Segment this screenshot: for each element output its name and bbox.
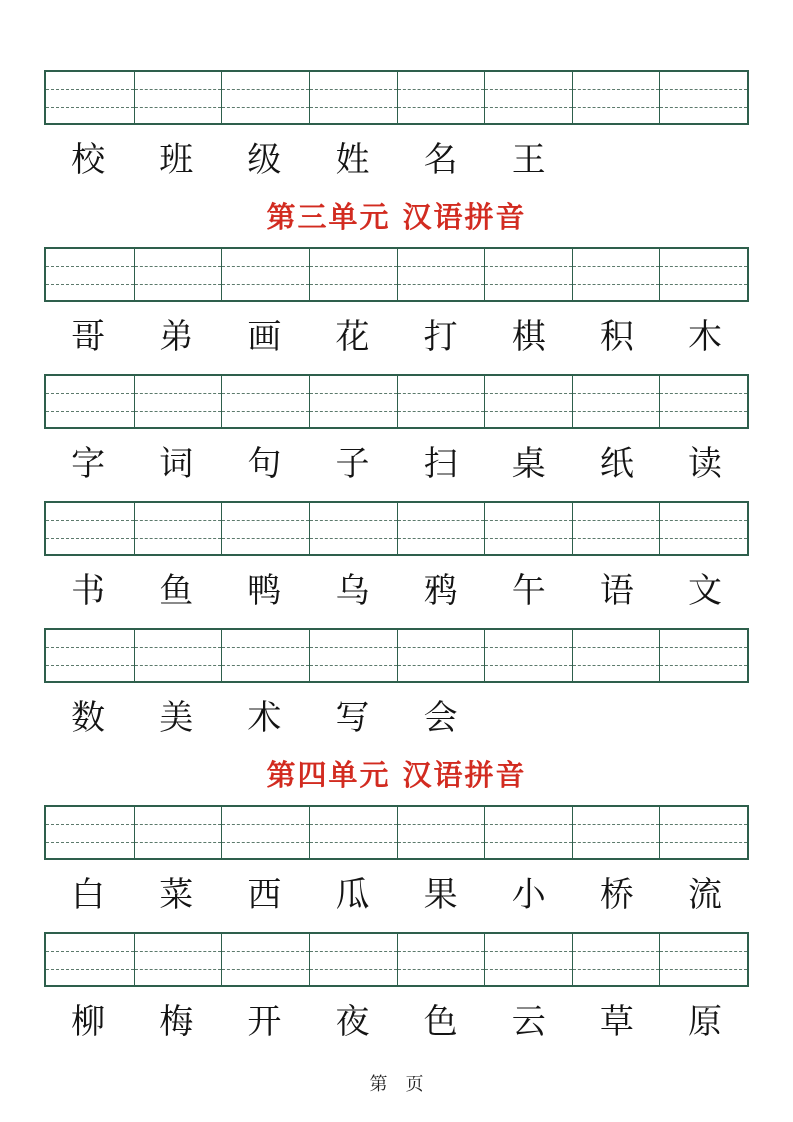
character: 原	[687, 1002, 722, 1042]
pinyin-guide-line	[660, 107, 747, 108]
pinyin-cell	[659, 503, 747, 554]
practice-row	[44, 501, 749, 610]
pinyin-cell	[309, 630, 397, 681]
pinyin-cell	[46, 503, 134, 554]
character: 校	[71, 140, 106, 180]
pinyin-cell	[572, 630, 660, 681]
pinyin-guide-line	[485, 411, 572, 412]
character: 读	[687, 444, 722, 484]
pinyin-guide-line	[135, 538, 222, 539]
pinyin-guide-line	[398, 266, 485, 267]
pinyin-cell	[484, 72, 572, 123]
pinyin-cell	[134, 376, 222, 427]
character: 鸦	[423, 571, 458, 611]
pinyin-guide-line	[310, 411, 397, 412]
pinyin-guide-line	[310, 842, 397, 843]
character: 鸭	[247, 571, 282, 611]
character: 桌	[511, 444, 546, 484]
pinyin-guide-line	[46, 393, 134, 394]
rows-container	[44, 70, 749, 1041]
pinyin-cell	[659, 630, 747, 681]
pinyin-guide-line	[573, 842, 660, 843]
pinyin-guide-line	[573, 538, 660, 539]
pinyin-cell	[572, 249, 660, 300]
character: 画	[247, 317, 282, 357]
pinyin-guide-line	[222, 393, 309, 394]
pinyin-guide-line	[310, 969, 397, 970]
pinyin-guide-line	[398, 665, 485, 666]
pinyin-guide-line	[485, 647, 572, 648]
pinyin-guide-line	[485, 284, 572, 285]
pinyin-guide-line	[573, 824, 660, 825]
character-row	[44, 141, 749, 179]
pinyin-cell	[134, 630, 222, 681]
pinyin-cell	[659, 249, 747, 300]
pinyin-cell	[46, 630, 134, 681]
pinyin-guide-line	[135, 665, 222, 666]
pinyin-guide-line	[660, 520, 747, 521]
pinyin-guide-line	[398, 824, 485, 825]
character-row	[44, 1003, 749, 1041]
pinyin-guide-line	[573, 520, 660, 521]
pinyin-cell	[46, 934, 134, 985]
character	[661, 141, 749, 179]
pinyin-writing-grid	[44, 247, 749, 302]
section-header: 第四单元 汉语拼音	[266, 758, 527, 792]
character: 纸	[599, 444, 634, 484]
pinyin-guide-line	[46, 538, 134, 539]
pinyin-writing-grid	[44, 501, 749, 556]
pinyin-guide-line	[310, 393, 397, 394]
character: 书	[71, 571, 106, 611]
character-row	[44, 318, 749, 356]
practice-row	[44, 628, 749, 737]
pinyin-guide-line	[135, 266, 222, 267]
pinyin-cell	[572, 503, 660, 554]
character-row	[44, 572, 749, 610]
character: 写	[335, 698, 370, 738]
pinyin-guide-line	[485, 266, 572, 267]
pinyin-cell	[484, 630, 572, 681]
pinyin-guide-line	[485, 393, 572, 394]
character: 菜	[159, 875, 194, 915]
character: 名	[423, 140, 458, 180]
pinyin-guide-line	[485, 951, 572, 952]
pinyin-guide-line	[46, 969, 134, 970]
character: 文	[687, 571, 722, 611]
character: 子	[335, 444, 370, 484]
character: 瓜	[335, 875, 370, 915]
pinyin-cell	[572, 807, 660, 858]
pinyin-guide-line	[485, 538, 572, 539]
pinyin-guide-line	[398, 284, 485, 285]
pinyin-guide-line	[660, 538, 747, 539]
pinyin-cell	[46, 807, 134, 858]
pinyin-cell	[572, 72, 660, 123]
pinyin-guide-line	[135, 824, 222, 825]
character: 哥	[71, 317, 106, 357]
pinyin-guide-line	[398, 647, 485, 648]
character: 积	[599, 317, 634, 357]
pinyin-guide-line	[398, 411, 485, 412]
pinyin-cell	[134, 72, 222, 123]
pinyin-guide-line	[310, 107, 397, 108]
pinyin-guide-line	[135, 107, 222, 108]
pinyin-guide-line	[46, 824, 134, 825]
pinyin-guide-line	[485, 89, 572, 90]
character: 西	[247, 875, 282, 915]
pinyin-guide-line	[660, 647, 747, 648]
pinyin-writing-grid	[44, 932, 749, 987]
page-number-label: 第 页	[369, 1074, 424, 1095]
pinyin-guide-line	[485, 824, 572, 825]
pinyin-guide-line	[46, 665, 134, 666]
pinyin-guide-line	[573, 665, 660, 666]
pinyin-guide-line	[573, 266, 660, 267]
character	[661, 699, 749, 737]
pinyin-cell	[221, 807, 309, 858]
character: 鱼	[159, 571, 194, 611]
pinyin-cell	[659, 376, 747, 427]
pinyin-cell	[572, 376, 660, 427]
pinyin-writing-grid	[44, 70, 749, 125]
pinyin-guide-line	[222, 969, 309, 970]
pinyin-cell	[309, 934, 397, 985]
pinyin-guide-line	[660, 411, 747, 412]
pinyin-cell	[397, 72, 485, 123]
pinyin-cell	[484, 934, 572, 985]
character: 流	[687, 875, 722, 915]
pinyin-guide-line	[46, 647, 134, 648]
pinyin-cell	[659, 934, 747, 985]
practice-row	[44, 374, 749, 483]
pinyin-guide-line	[222, 89, 309, 90]
pinyin-cell	[46, 249, 134, 300]
pinyin-guide-line	[573, 411, 660, 412]
pinyin-guide-line	[46, 520, 134, 521]
pinyin-cell	[659, 72, 747, 123]
character: 果	[423, 875, 458, 915]
pinyin-guide-line	[660, 665, 747, 666]
pinyin-guide-line	[222, 284, 309, 285]
pinyin-cell	[397, 807, 485, 858]
pinyin-guide-line	[398, 538, 485, 539]
pinyin-guide-line	[573, 951, 660, 952]
pinyin-guide-line	[222, 647, 309, 648]
pinyin-guide-line	[135, 89, 222, 90]
pinyin-cell	[46, 376, 134, 427]
pinyin-cell	[309, 72, 397, 123]
character: 夜	[335, 1002, 370, 1042]
character: 云	[511, 1002, 546, 1042]
pinyin-guide-line	[310, 89, 397, 90]
character	[573, 141, 661, 179]
character: 色	[423, 1002, 458, 1042]
pinyin-cell	[221, 503, 309, 554]
pinyin-guide-line	[135, 393, 222, 394]
pinyin-cell	[397, 503, 485, 554]
character: 术	[247, 698, 282, 738]
character: 乌	[335, 571, 370, 611]
character: 开	[247, 1002, 282, 1042]
character: 弟	[159, 317, 194, 357]
pinyin-guide-line	[485, 665, 572, 666]
pinyin-guide-line	[135, 969, 222, 970]
pinyin-guide-line	[398, 107, 485, 108]
pinyin-guide-line	[573, 284, 660, 285]
pinyin-cell	[221, 376, 309, 427]
character: 美	[159, 698, 194, 738]
pinyin-guide-line	[310, 538, 397, 539]
character: 句	[247, 444, 282, 484]
character-row	[44, 445, 749, 483]
pinyin-guide-line	[398, 969, 485, 970]
pinyin-cell	[309, 376, 397, 427]
pinyin-guide-line	[573, 969, 660, 970]
page-footer	[0, 1074, 793, 1096]
pinyin-guide-line	[660, 89, 747, 90]
character: 花	[335, 317, 370, 357]
pinyin-cell	[134, 503, 222, 554]
pinyin-guide-line	[310, 665, 397, 666]
pinyin-guide-line	[46, 107, 134, 108]
pinyin-guide-line	[485, 842, 572, 843]
pinyin-guide-line	[222, 107, 309, 108]
pinyin-guide-line	[398, 520, 485, 521]
pinyin-cell	[397, 630, 485, 681]
pinyin-guide-line	[485, 107, 572, 108]
pinyin-cell	[397, 934, 485, 985]
pinyin-guide-line	[222, 665, 309, 666]
practice-row	[44, 70, 749, 179]
pinyin-guide-line	[222, 266, 309, 267]
pinyin-writing-grid	[44, 628, 749, 683]
character: 语	[599, 571, 634, 611]
pinyin-guide-line	[135, 520, 222, 521]
pinyin-guide-line	[46, 284, 134, 285]
character-row	[44, 876, 749, 914]
pinyin-cell	[484, 807, 572, 858]
character: 梅	[159, 1002, 194, 1042]
pinyin-cell	[221, 934, 309, 985]
pinyin-guide-line	[573, 89, 660, 90]
pinyin-cell	[309, 249, 397, 300]
pinyin-guide-line	[46, 411, 134, 412]
character	[485, 699, 573, 737]
pinyin-guide-line	[135, 951, 222, 952]
practice-row	[44, 805, 749, 914]
pinyin-guide-line	[222, 951, 309, 952]
pinyin-guide-line	[660, 393, 747, 394]
pinyin-guide-line	[310, 266, 397, 267]
pinyin-guide-line	[135, 411, 222, 412]
pinyin-cell	[221, 72, 309, 123]
pinyin-cell	[221, 630, 309, 681]
pinyin-guide-line	[660, 284, 747, 285]
pinyin-guide-line	[222, 538, 309, 539]
pinyin-cell	[309, 503, 397, 554]
pinyin-guide-line	[135, 284, 222, 285]
pinyin-guide-line	[46, 951, 134, 952]
pinyin-cell	[134, 807, 222, 858]
pinyin-guide-line	[310, 284, 397, 285]
character: 词	[159, 444, 194, 484]
pinyin-cell	[484, 249, 572, 300]
pinyin-guide-line	[660, 842, 747, 843]
pinyin-guide-line	[46, 842, 134, 843]
character: 班	[159, 140, 194, 180]
pinyin-guide-line	[660, 951, 747, 952]
pinyin-guide-line	[485, 520, 572, 521]
character: 扫	[423, 444, 458, 484]
pinyin-guide-line	[310, 520, 397, 521]
character: 会	[423, 698, 458, 738]
character: 姓	[335, 140, 370, 180]
practice-row	[44, 247, 749, 356]
character: 棋	[511, 317, 546, 357]
pinyin-guide-line	[222, 411, 309, 412]
pinyin-guide-line	[398, 842, 485, 843]
pinyin-cell	[134, 249, 222, 300]
section-header: 第三单元 汉语拼音	[266, 200, 527, 234]
pinyin-guide-line	[398, 393, 485, 394]
pinyin-guide-line	[222, 842, 309, 843]
pinyin-cell	[221, 249, 309, 300]
character: 白	[71, 875, 106, 915]
pinyin-guide-line	[46, 266, 134, 267]
pinyin-guide-line	[573, 107, 660, 108]
pinyin-guide-line	[573, 393, 660, 394]
pinyin-guide-line	[660, 969, 747, 970]
pinyin-cell	[572, 934, 660, 985]
pinyin-guide-line	[46, 89, 134, 90]
character	[573, 699, 661, 737]
practice-row	[44, 932, 749, 1041]
pinyin-guide-line	[310, 951, 397, 952]
character: 草	[599, 1002, 634, 1042]
pinyin-guide-line	[135, 647, 222, 648]
pinyin-guide-line	[222, 824, 309, 825]
pinyin-cell	[134, 934, 222, 985]
character-row	[44, 699, 749, 737]
character: 午	[511, 571, 546, 611]
pinyin-cell	[397, 376, 485, 427]
pinyin-guide-line	[135, 842, 222, 843]
pinyin-guide-line	[310, 647, 397, 648]
pinyin-guide-line	[398, 951, 485, 952]
pinyin-guide-line	[222, 520, 309, 521]
pinyin-cell	[484, 376, 572, 427]
pinyin-writing-grid	[44, 805, 749, 860]
character: 桥	[599, 875, 634, 915]
character: 王	[511, 140, 546, 180]
character: 字	[71, 444, 106, 484]
character: 打	[423, 317, 458, 357]
character: 小	[511, 875, 546, 915]
pinyin-guide-line	[310, 824, 397, 825]
character: 级	[247, 140, 282, 180]
pinyin-cell	[309, 807, 397, 858]
character: 数	[71, 698, 106, 738]
pinyin-cell	[46, 72, 134, 123]
pinyin-guide-line	[485, 969, 572, 970]
pinyin-cell	[484, 503, 572, 554]
pinyin-guide-line	[573, 647, 660, 648]
pinyin-writing-grid	[44, 374, 749, 429]
pinyin-cell	[659, 807, 747, 858]
pinyin-guide-line	[660, 824, 747, 825]
pinyin-guide-line	[660, 266, 747, 267]
pinyin-cell	[397, 249, 485, 300]
pinyin-guide-line	[398, 89, 485, 90]
character: 木	[687, 317, 722, 357]
character: 柳	[71, 1002, 106, 1042]
